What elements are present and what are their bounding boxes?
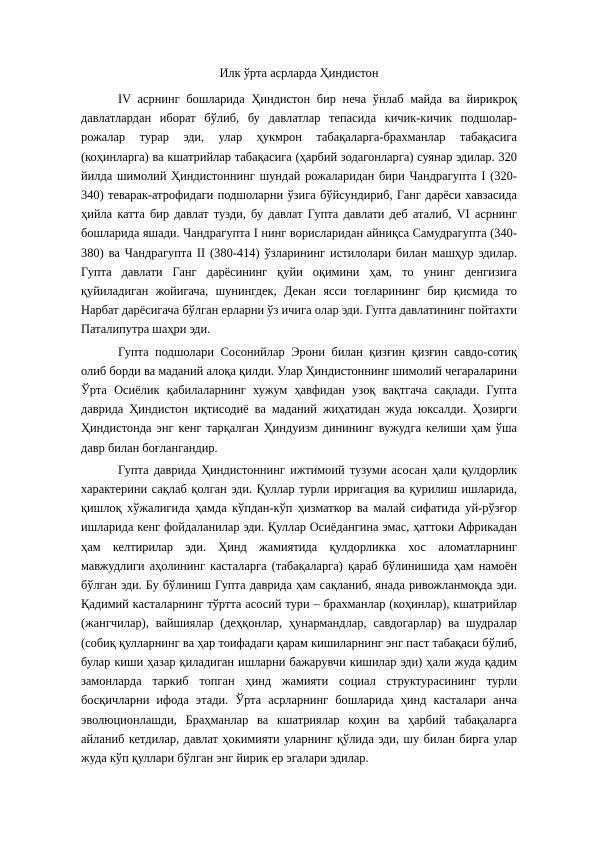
document-page bbox=[81, 66, 517, 771]
page-title: Илк ўрта асрларда Ҳиндистон bbox=[219, 66, 379, 80]
paragraph-2: Гупта подшолари Сосонийлар Эрони билан қизғин қизғин савдо-сотиқ олиб борди ва маданий алоқа қилди. Улар Ҳиндистоннинг шимолий чегараларини Ўрта Осиёлик қабилаларнинг хужум ҳавфидан узоқ вақтгача сақлади. Гупта даврида Ҳиндистон иқтисодиё ва маданий жиҳатидан жуда юксалди. Ҳозирги Ҳиндистонда энг кенг тарқалган Ҳиндуизм динининг вужудга келиши ҳам ўша давр билан боғлангандир. bbox=[81, 344, 517, 455]
paragraph-1: IV асрнинг бошларида Ҳиндистон бир неча ўнлаб майда ва йирикроқ давлатлардан иборат бўлиб, бу давлатлар тепасида кичик-кичик подшолар-рожалар турар эди, улар ҳукмрон табақаларга-брахманлар табақасига (коҳинларга) ва кшатрийлар табақасига (ҳарбий зодагонларга) суянар эдилар. 320 йилда шимолий Ҳиндистоннинг шундай рожаларидан бири Чандрагупта I (320-340) теварак-атрофидаги подшоларни ўзига бўйсундириб, Ганг дарёси хавзасида ҳийла катта бир давлат тузди, бу давлат Гупта давлати деб аталиб, VI асрнинг бошларида яшади. Чандрагупта I нинг ворисларидан айниқса Самудрагупта (340-380) ва Чандрагупта II (380-414) ўзларининг истилолари билан машҳур эдилар. Гупта давлати Ганг дарёсининг қуйи оқимини ҳам, то унинг денгизига қуйиладиган жойигача, шунингдек, Декан ясси тоғларининг бир қисмида то Нарбат дарёсигача бўлган ерларни ўз ичига олар эди. Гупта давлатининг пойтахти Паталипутра шаҳри эди. bbox=[81, 92, 517, 337]
paragraph-3: Гупта даврида Ҳиндистоннинг ижтимоий тузуми асосан ҳали қулдорлик характерини сақлаб қолган эди. Қуллар турли ирригация ва қурилиш ишларида, қишлоқ хўжалигида ҳамда кўпдан-кўп ҳизматкор ва малай сифатида уй-рўзғор ишларида кенг фойдаланилар эди. Қуллар Осиёдангина эмас, ҳаттоки Африкадан ҳам келтирилар эди. Ҳинд жамиятида қулдорликка хос аломатларнинг мавжудлиги аҳолининг касталарга (табақаларга) қараб бўлинишида ҳам намоён бўлган эди. Бу бўлиниш Гупта даврида ҳам сақланиб, янада ривожланмоқда эди. Қадимий касталарнинг тўртта асосий тури – брахманлар (коҳинлар), кшатрийлар (жангчилар), вайшиялар (деҳқонлар, ҳунармандлар, савдогарлар) ва шудралар (собиқ қулларнинг ва ҳар тоифадаги қарам кишиларнинг энг паст табақаси бўлиб, булар киши ҳазар қиладиган ишларни бажарувчи кишилар эди) ҳали жуда қадим замонларда таркиб топган ҳинд жамияти социал структурасининг турли босқичларни ифода этади. Ўрта асрларнинг бошларида ҳинд касталари анча эволюционлашди, Браҳманлар ва кшатриялар коҳин ва ҳарбий табақаларга айланиб кетдилар, давлат ҳокимияти уларнинг қўлида эди, шу билан бирга улар жуда кўп қуллари бўлган энг йирик ер эгалари эдилар. bbox=[81, 462, 517, 765]
